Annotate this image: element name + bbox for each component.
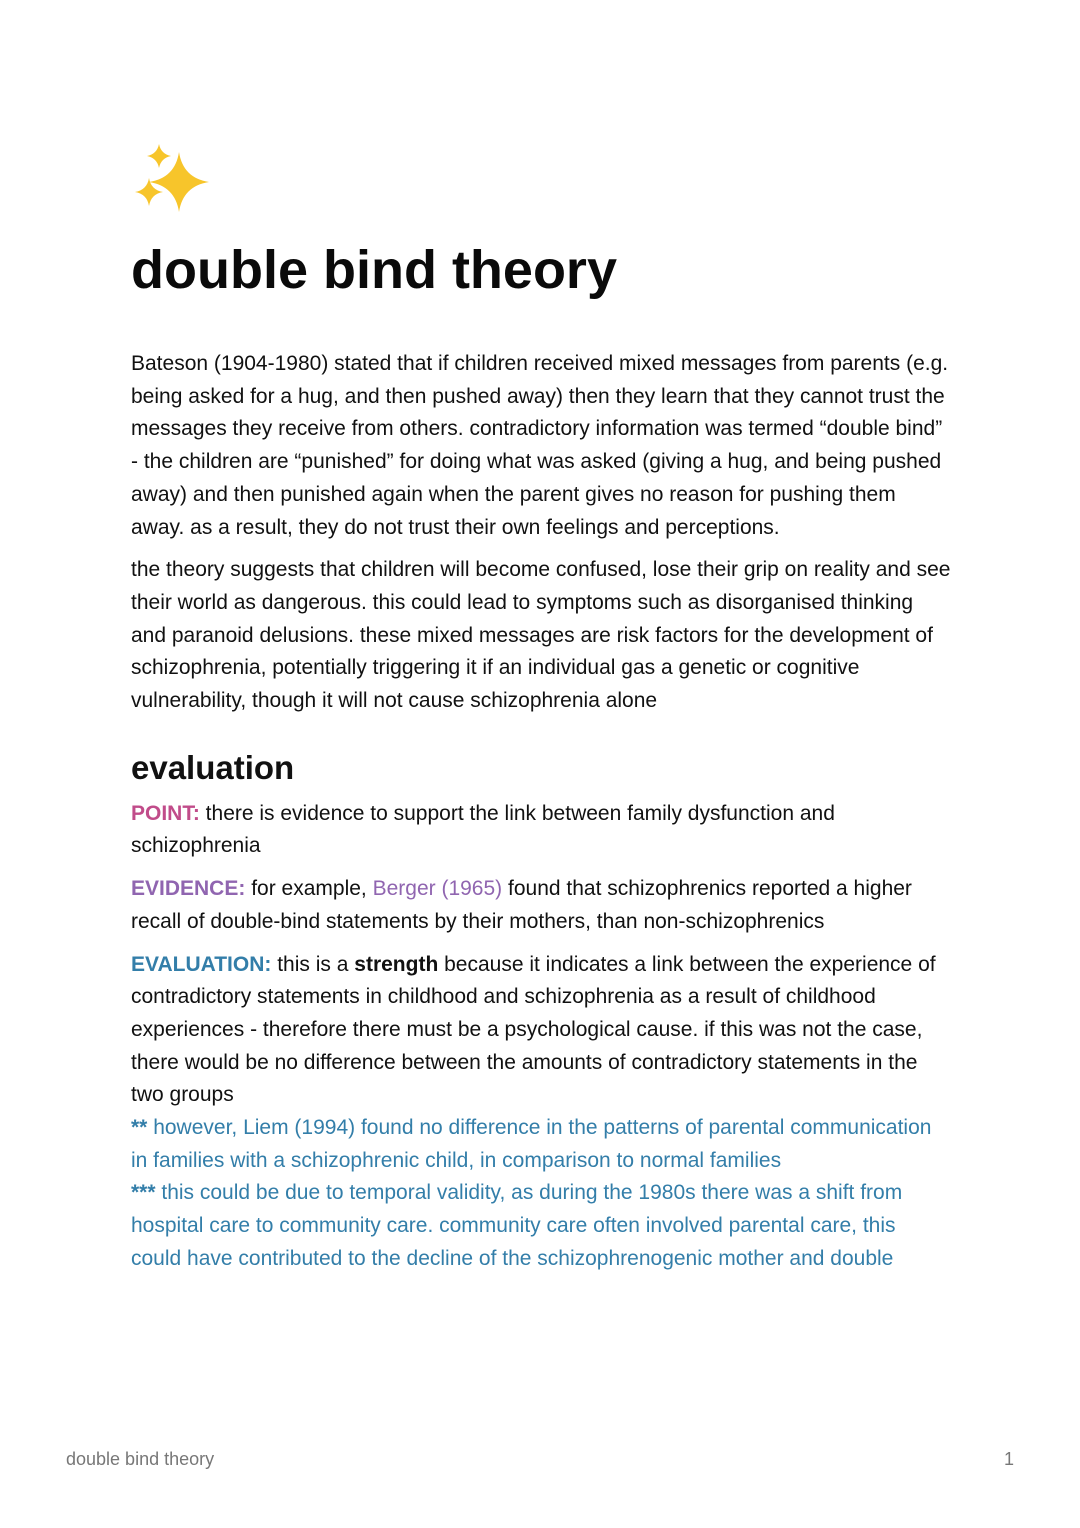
evidence-text: for example, [245, 877, 373, 901]
evidence-reference: Berger (1965) [372, 877, 503, 901]
evaluation-text: this is a [271, 952, 355, 976]
evidence-paragraph [131, 873, 951, 938]
sparkles-icon [131, 140, 211, 220]
note-marker: *** [131, 1181, 156, 1205]
point-paragraph [131, 798, 951, 863]
evaluation-label: EVALUATION: [131, 952, 272, 976]
point-text: there is evidence to support the link between family dysfunction and schizophrenia [131, 801, 835, 858]
note-text: however, Liem (1994) found no difference in the patterns of parental communication in families with a schizophrenic child, in comparison to normal families [131, 1116, 932, 1172]
paragraph: Bateson (1904-1980) stated that if children received mixed messages from parents (e.g. being asked for a hug, and then pushed away) then they learn that they cannot trust the messages they receive from others. contradictory information was termed “double bind” - the children are “punished” for doing what was asked (giving a hug, and being pushed away) and then punished again when the parent gives no reason for pushing them away. as a result, they do not trust their own feelings and perceptions. [131, 352, 949, 539]
footer-title: double bind theory [66, 1449, 215, 1469]
evidence-text: found that schizophrenics reported a higher recall of double-bind statements by their mothers, than non-schizophrenics [131, 877, 912, 933]
evaluation-paragraph [131, 949, 951, 1113]
evaluation-text: because it indicates a link between the experience of contradictory statements in childhood and schizophrenia as a result of childhood experiences - therefore there must be a psychological cause. if this was not the case, there would be no difference between the amounts of contradictory statements in the two groups [131, 952, 936, 1107]
document-body [131, 140, 951, 1276]
note-paragraph [131, 1177, 951, 1275]
section-heading: evaluation [131, 748, 295, 786]
note-text: this could be due to temporal validity, as during the 1980s there was a shift from hospital care to community care. community care often involved parental care, this could have contributed to the decline of the schizophrenogenic mother and double [131, 1181, 903, 1270]
note-paragraph [131, 1112, 951, 1177]
point-label: POINT: [131, 801, 200, 825]
page-number: 1 [1003, 1449, 1014, 1469]
evidence-label: EVIDENCE: [131, 877, 246, 901]
page-title: double bind theory [131, 240, 617, 300]
strength-bold: strength [354, 952, 439, 976]
paragraph: the theory suggests that children will become confused, lose their grip on reality and see their world as dangerous. this could lead to symptoms such as disorganised thinking and paranoid delusions. these mixed messages are risk factors for the development of schizophrenia, potentially triggering it if an individual gas a genetic or cognitive vulnerability, though it will not cause schizophrenia alone [131, 558, 951, 713]
note-marker: ** [131, 1116, 148, 1140]
